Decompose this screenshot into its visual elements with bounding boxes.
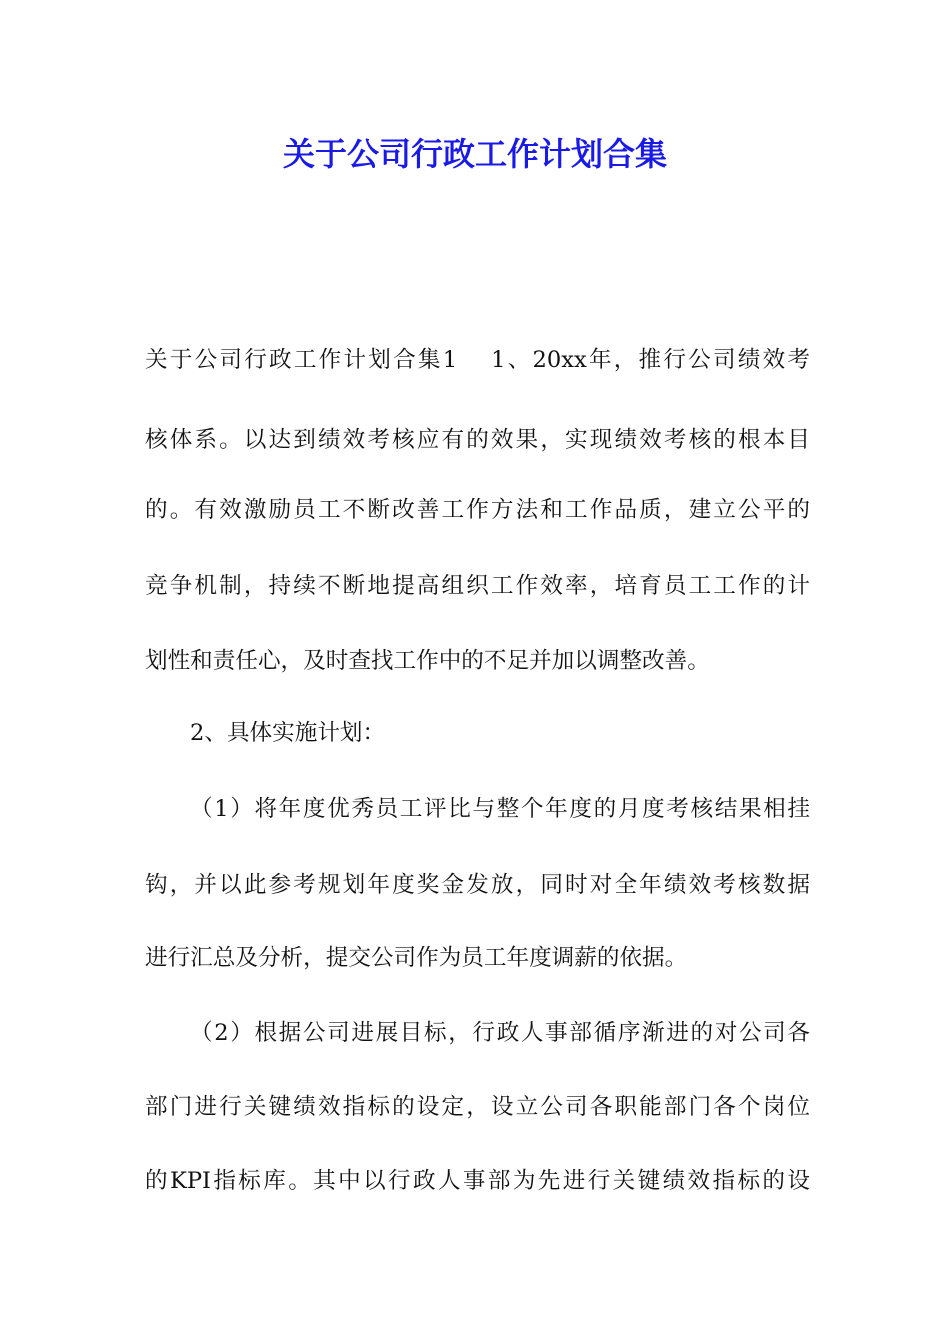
paragraph-line: 划性和责任心，及时查找工作中的不足并加以调整改善。 — [145, 648, 710, 674]
line-item-text: 1、20xx年，推行公司绩效考 — [491, 347, 811, 373]
paragraph-line: 的。有效激励员工不断改善工作方法和工作品质，建立公平的 — [145, 497, 810, 523]
paragraph-line — [145, 344, 810, 376]
section-heading: 2、具体实施计划： — [190, 720, 386, 746]
paragraph-line: 部门进行关键绩效指标的设定，设立公司各职能部门各个岗位 — [145, 1094, 810, 1120]
paragraph-line: 钩，并以此参考规划年度奖金发放，同时对全年绩效考核数据 — [145, 872, 810, 898]
line-lead-text: 关于公司行政工作计划合集1 — [145, 347, 458, 373]
document-title: 关于公司行政工作计划合集 — [282, 135, 667, 173]
paragraph-line: 核体系。以达到绩效考核应有的效果，实现绩效考核的根本目 — [145, 427, 810, 453]
paragraph-line: 竞争机制，持续不断地提高组织工作效率，培育员工工作的计 — [145, 573, 810, 599]
paragraph-line: 进行汇总及分析，提交公司作为员工年度调薪的依据。 — [145, 945, 688, 971]
paragraph-line: （2）根据公司进展目标，行政人事部循序渐进的对公司各 — [190, 1020, 810, 1046]
paragraph-line: （1）将年度优秀员工评比与整个年度的月度考核结果相挂 — [190, 796, 810, 822]
paragraph-line: 的KPI指标库。其中以行政人事部为先进行关键绩效指标的设 — [145, 1168, 810, 1194]
